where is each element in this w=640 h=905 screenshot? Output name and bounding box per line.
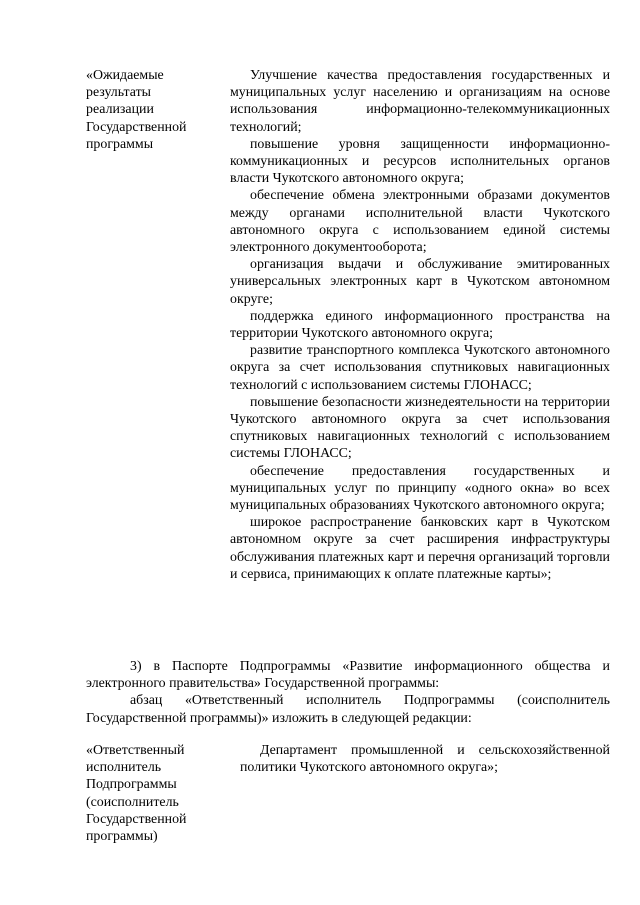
result-item: повышение уровня защищенности информационно-коммуникационных и ресурсов исполнительных органов власти Чукотского автономного округа; bbox=[230, 136, 610, 187]
label-line: программы) bbox=[86, 829, 158, 845]
department-name: Департамент промышленной и сельскохозяйственной политики Чукотского автономного округа»; bbox=[240, 743, 610, 776]
label-line: результаты bbox=[86, 85, 151, 101]
label-line: исполнитель bbox=[86, 760, 162, 776]
result-item: Улучшение качества предоставления государственных и муниципальных услуг населению и организациям на основе использования информационно-телекоммуникационных технологий; bbox=[230, 68, 610, 135]
label-line: (соисполнитель bbox=[86, 794, 179, 810]
label-line: «Ожидаемые bbox=[86, 68, 164, 83]
result-item: повышение безопасности жизнедеятельности на территории Чукотского автономного округа за счет использования спутниковых навигационных технологий с использованием системы ГЛОНАСС; bbox=[230, 394, 610, 462]
label-line: реализации bbox=[86, 102, 154, 118]
label-line: Государственной bbox=[86, 119, 187, 135]
expected-results-label bbox=[86, 67, 226, 153]
result-item: организация выдачи и обслуживание эмитированных универсальных электронных карт в Чукотском автономном округе; bbox=[230, 257, 610, 307]
responsible-executor-label bbox=[86, 742, 226, 845]
label-line: Государственной bbox=[86, 811, 187, 827]
result-item: обеспечение обмена электронными образами документов между органами исполнительной власти Чукотского автономного округа с использованием единой системы электронного документооборота; bbox=[230, 188, 610, 256]
result-item: поддержка единого информационного пространства на территории Чукотского автономного округа; bbox=[230, 308, 610, 342]
expected-results-content bbox=[230, 67, 610, 583]
responsible-executor-row bbox=[86, 742, 610, 845]
label-line: программы bbox=[86, 136, 154, 152]
label-line: «Ответственный bbox=[86, 743, 185, 758]
amendment-text bbox=[86, 658, 610, 727]
responsible-executor-content bbox=[240, 742, 610, 776]
label-line: Подпрограммы bbox=[86, 777, 177, 793]
amendment-paragraph-abzac: абзац «Ответственный исполнитель Подпрограммы (соисполнитель Государственной программы)» изложить в следующей редакции: bbox=[86, 693, 610, 726]
result-item: обеспечение предоставления государственных и муниципальных услуг по принципу «одного окна» во всех муниципальных образованиях Чукотского автономного округа; bbox=[230, 463, 610, 514]
expected-results-row bbox=[86, 67, 610, 583]
result-item: развитие транспортного комплекса Чукотского автономного округа за счет использования спутниковых навигационных технологий с использованием системы ГЛОНАСС; bbox=[230, 343, 610, 393]
amendment-paragraph-3: 3) в Паспорте Подпрограммы «Развитие информационного общества и электронного правительства» Государственной программы: bbox=[86, 659, 610, 692]
result-item: широкое распространение банковских карт в Чукотском автономном округе за счет расширения инфраструктуры обслуживания платежных карт и перечня организаций торговли и сервиса, принимающих к оплате платежные карты»; bbox=[230, 515, 610, 582]
responsible-executor-table bbox=[86, 742, 610, 845]
expected-results-table bbox=[86, 67, 610, 583]
